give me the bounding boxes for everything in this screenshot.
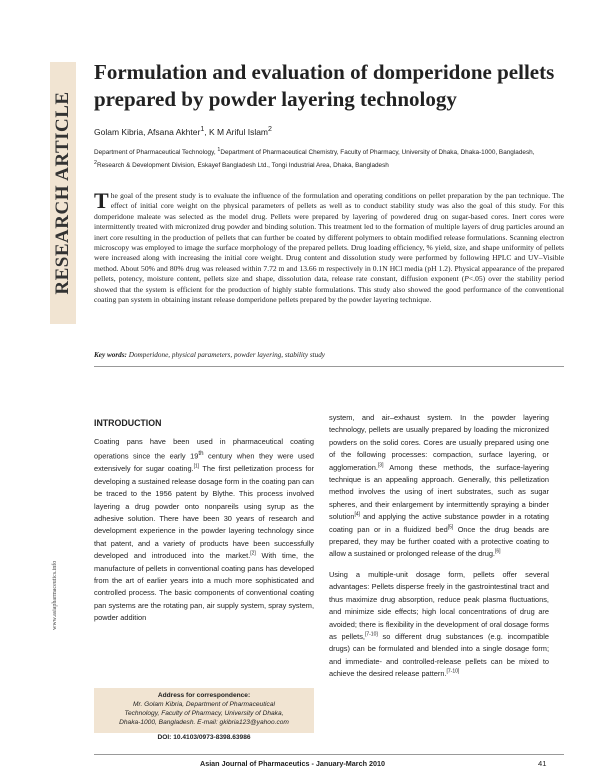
abstract-text-1: he goal of the present study is to evaluate the influence of the formulation and operating conditions on pellet preparation by the pan technique. The effect of initial core weight on the physical parameters of pellets as well as to conduct stability study was also the goal of this study. For this domperidone maleate was selected as the model drug. Pellets were prepared by layering of powdered drug on sugar-based cores. Inert cores were intermittently treated with micronized drug powder and binding solution. This treatment led to the formation of multiple layers of drug particles around an inert core resulting in the production of pellets that can further be coated by different polymers to obtain modified release formulations. Scanning electron microscopy was employed to image the surface morphology of the prepared pellets. Drug loading efficiency, % yield, size, and shape uniformity of pellets were increased along with increasing the initial core weight. Drug content and dissolution study were performed by following HPLC and UV–Visible method. About 50% and 80% drug was released within 7.72 m and 13.66 m respectively in 0.1N HCl media (pH 1.2). Physical appearance of the prepared pellets, potency, moisture content, pellets size and shape, dissolution data, release rate constant, diffusion exponent (: [94, 191, 564, 284]
text-run: Using a multiple-unit dosage form, pellets offer several advantages: Pellets disperse freely in the gastrointestinal tract and thus maximize drug absorption, reduce peak plasma fluctuations, and minimize side effects; high local concentrations of drug are avoided; there is flexibility in the development of oral dosage forms as pellets,: [329, 569, 549, 641]
correspondence-line-1: Mr. Golam Kibria, Department of Pharmaceutical: [133, 701, 275, 708]
intro-paragraph-1: [94, 436, 314, 625]
citation-ref[interactable]: [7-10]: [446, 668, 460, 675]
citation-ref[interactable]: [7-10]: [364, 631, 378, 638]
introduction-heading: INTRODUCTION: [94, 418, 162, 428]
citation-ref[interactable]: [1]: [193, 463, 200, 470]
text-run: With time, the manufacture of pellets in conventional coating pans has developed from the art of earlier years into a much more sophisticated and controlled process. The basic components of conventional coating pan systems are the rotating pan, air supply system, spray system, powder addition: [94, 551, 314, 623]
abstract-p-symbol: P: [464, 274, 469, 284]
abstract-text-2: <.05) over the stability period showed that the system is efficient for the production of highly stable formulations. This study also showed the good performance of the conventional coating pan system in obtaining instant release domperidone pellets prepared by the powder layering technique.: [94, 274, 564, 305]
keywords: [94, 351, 564, 359]
article-type-label: RESEARCH ARTICLE: [52, 91, 73, 295]
author-affil-mark-1: 1: [200, 125, 205, 133]
affiliations: [94, 145, 564, 171]
journal-footer: Asian Journal of Pharmaceutics - January-March 2010: [200, 759, 385, 768]
article-title: Formulation and evaluation of domperidone pellets prepared by powder layering technology: [94, 60, 555, 111]
text-run: Among these methods, the surface-layering technique is an appealing approach. Generally, this pelletization method involves the using of inert substrates, such as sugar spheres, and their enlargement by intermittently spraying a binder solution: [329, 462, 549, 522]
body-column-right: [329, 412, 549, 752]
ordinal-suffix: th: [198, 450, 204, 458]
section-divider: [94, 366, 564, 367]
text-run: and applying the active substance powder in a rotating coating pan or in a fluidized bed: [329, 512, 549, 534]
keywords-text: Domperidone, physical parameters, powder layering, stability study: [126, 351, 325, 359]
affiliation-mark-1: 1: [217, 147, 221, 153]
text-run: so different drug substances (e.g. incompatible drugs) can be formulated and blended into a single dosage form; and immediate- and controlled-release pellets can be mixed to achieve the desired release pattern.: [329, 631, 549, 679]
abstract: [94, 188, 564, 305]
correspondence-line-2: Technology, Faculty of Pharmacy, University of Dhaka,: [124, 710, 284, 717]
text-run: Once the drug beads are prepared, they may be further coated with a protective coating to allow a sustained or prolonged release of the drug.: [329, 524, 549, 559]
text-run: Coating pans have been used in pharmaceutical coating operations since the early 19: [94, 437, 314, 461]
intro-paragraph-3: [329, 569, 549, 681]
citation-ref[interactable]: [2]: [250, 550, 256, 557]
author-list: [94, 125, 564, 137]
intro-paragraph-2: [329, 412, 549, 561]
text-run: century when they were used extensively for sugar coating.: [94, 451, 314, 474]
page-number: 41: [538, 759, 547, 768]
authors-part2: , K M Ariful Islam: [204, 126, 269, 137]
author-affil-mark-2: 2: [268, 125, 272, 133]
text-run: The first pelletization process for developing a sustained release dosage form in the coating pan can be traced to the 1956 patent by Blythe. This process involved layering a drug powder onto nonpareils using syrup as the adhesive solution. There have been 30 years of research and development experience in the powder layering technology since that patent, and a variety of products have been successfully developed and introduced into the market.: [94, 464, 314, 561]
authors-part1: Golam Kibria, Afsana Akhter: [94, 126, 201, 137]
article-type-banner: [50, 62, 76, 324]
affiliation-3: Research & Development Division, Eskayef Bangladesh Ltd., Tongi Industrial Area, Dhaka, Bangladesh: [96, 162, 389, 170]
correspondence-box: [94, 688, 314, 733]
footer-divider: [94, 754, 564, 755]
journal-url[interactable]: www.asiapharmaceutics.info: [52, 560, 58, 630]
text-run: system, and air–exhaust system. In the powder layering technology, pellets are usually prepared by loading the micronized powders on the solid cores. Cores are usually prepared using one of the following processes: compaction, surface layering, or agglomeration.: [329, 413, 549, 472]
doi[interactable]: DOI: 10.4103/0973-8398.63986: [157, 734, 251, 741]
affiliation-1: Department of Pharmaceutical Technology,: [94, 149, 218, 157]
citation-ref[interactable]: [6]: [495, 549, 501, 555]
citation-ref[interactable]: [5]: [447, 524, 454, 531]
correspondence-title: Address for correspondence:: [157, 692, 251, 699]
citation-ref[interactable]: [3]: [377, 462, 384, 469]
abstract-dropcap: T: [94, 188, 109, 213]
correspondence-line-3[interactable]: Dhaka-1000, Bangladesh. E-mail: gkibria123@yahoo.com: [119, 719, 289, 726]
citation-ref[interactable]: [4]: [354, 511, 361, 518]
affiliation-2: Department of Pharmaceutical Chemistry, Faculty of Pharmacy, University of Dhaka, Dhaka-1000, Bangladesh,: [220, 149, 535, 157]
affiliation-mark-2: 2: [94, 160, 97, 167]
keywords-label: Key words:: [94, 351, 127, 359]
